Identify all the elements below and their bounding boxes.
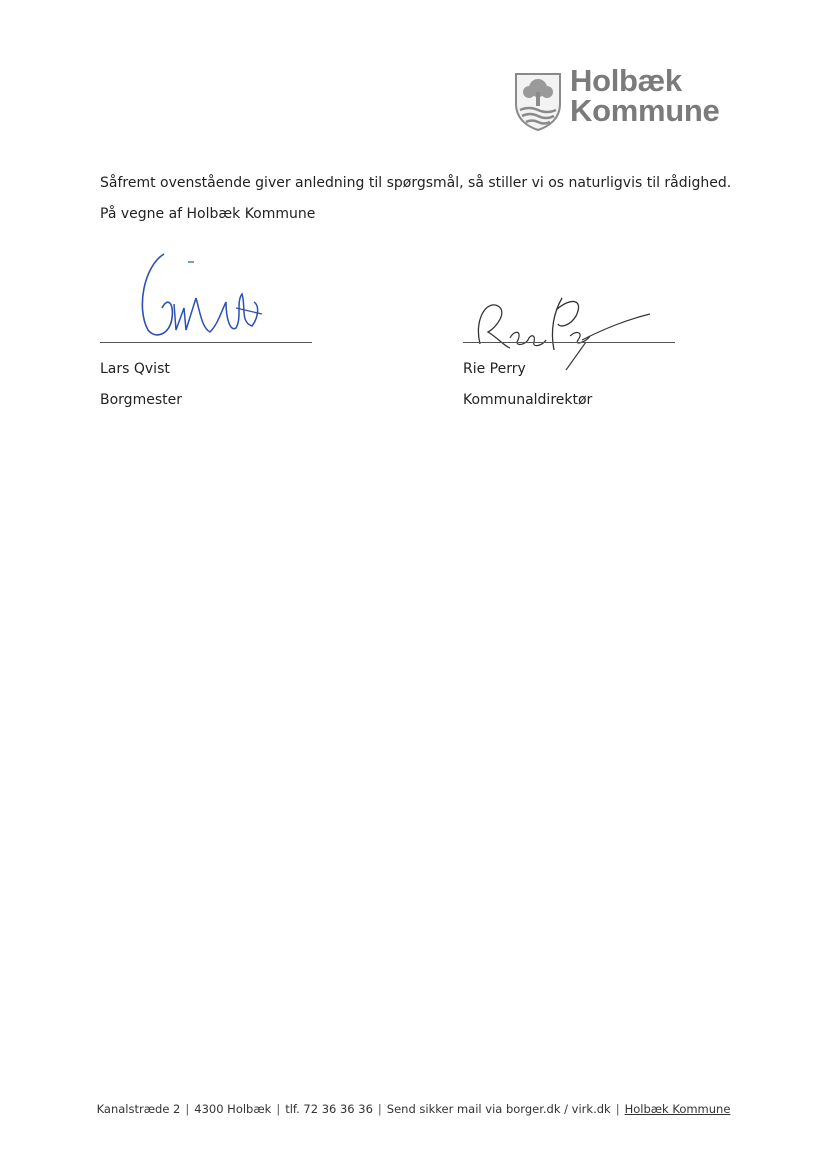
footer-secure-mail: Send sikker mail via borger.dk / virk.dk <box>386 1102 611 1116</box>
footer <box>0 1102 827 1116</box>
signatory-2-title: Kommunaldirektør <box>463 392 593 408</box>
footer-address: Kanalstræde 2 <box>96 1102 181 1116</box>
footer-postal: 4300 Holbæk <box>194 1102 272 1116</box>
footer-separator: | <box>276 1102 281 1116</box>
logo-line-2: Kommune <box>570 93 720 128</box>
footer-phone: tlf. 72 36 36 36 <box>285 1102 373 1116</box>
logo-wordmark <box>570 63 720 128</box>
municipality-logo <box>512 63 752 132</box>
footer-separator: | <box>615 1102 620 1116</box>
signature-line-1 <box>100 342 312 343</box>
signature-lars-qvist <box>130 248 270 343</box>
signatory-2-name: Rie Perry <box>463 361 526 377</box>
footer-separator: | <box>377 1102 382 1116</box>
logo-line-1: Holbæk <box>570 63 682 98</box>
closing-paragraph: Såfremt ovenstående giver anledning til spørgsmål, så stiller vi os naturligvis til rådighed. <box>100 175 732 191</box>
footer-separator: | <box>185 1102 190 1116</box>
coat-of-arms-icon <box>512 70 564 132</box>
signatory-1-title: Borgmester <box>100 392 182 408</box>
signature-line-2 <box>463 342 675 343</box>
on-behalf-line: På vegne af Holbæk Kommune <box>100 206 316 222</box>
footer-municipality-link[interactable]: Holbæk Kommune <box>624 1102 731 1116</box>
signatory-1-name: Lars Qvist <box>100 361 170 377</box>
